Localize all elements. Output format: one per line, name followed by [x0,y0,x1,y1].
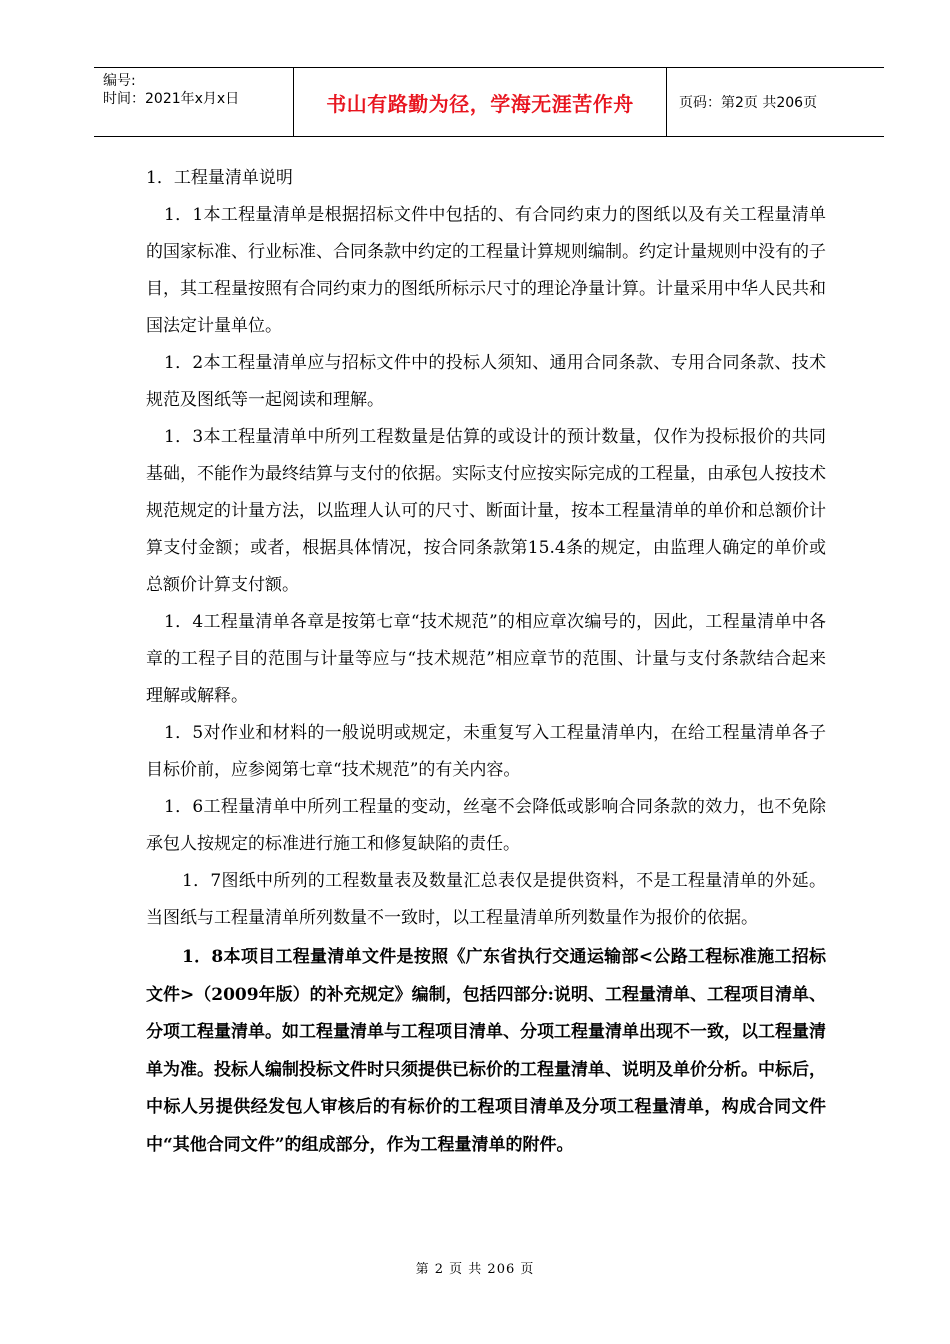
date-label: 时间：2021年x月x日 [103,91,240,107]
header-page-cell [667,68,884,136]
paragraph-1-5: 1．5对作业和材料的一般说明或规定，未重复写入工程量清单内，在给工程量清单各子目标价前，应参阅第七章“技术规范”的有关内容。 [146,723,826,780]
motto-text: 书山有路勤为径，学海无涯苦作舟 [326,91,634,116]
serial-number-label: 编号: [103,73,136,89]
paragraph-1-4: 1．4工程量清单各章是按第七章“技术规范”的相应章次编号的，因此，工程量清单中各章的工程子目的范围与计量等应与“技术规范”相应章节的范围、计量与支付条款结合起来理解或解释。 [146,612,826,706]
page-header [94,67,884,137]
paragraph-1-7: 1．7图纸中所列的工程数量表及数量汇总表仅是提供资料，不是工程量清单的外延。当图纸与工程量清单所列数量不一致时，以工程量清单所列数量作为报价的依据。 [146,871,826,928]
paragraph-1-2: 1．2本工程量清单应与招标文件中的投标人须知、通用合同条款、专用合同条款、技术规范及图纸等一起阅读和理解。 [146,353,826,410]
page-footer: 第 2 页 共 206 页 [415,1262,535,1277]
page-info-label: 页码：第2页 共206页 [679,95,818,111]
paragraph-1-6: 1．6工程量清单中所列工程量的变动，丝毫不会降低或影响合同条款的效力，也不免除承包人按规定的标准进行施工和修复缺陷的责任。 [146,797,826,854]
paragraph-1-1: 1．1本工程量清单是根据招标文件中包括的、有合同约束力的图纸以及有关工程量清单的国家标准、行业标准、合同条款中约定的工程量计算规则编制。约定计量规则中没有的子目，其工程量按照有合同约束力的图纸所标示尺寸的理论净量计算。计量采用中华人民共和国法定计量单位。 [146,205,826,336]
section-heading: 1．工程量清单说明 [146,168,293,188]
header-meta-cell [94,68,294,136]
document-body [146,160,826,1164]
paragraph-1-3: 1．3本工程量清单中所列工程数量是估算的或设计的预计数量，仅作为投标报价的共同基础，不能作为最终结算与支付的依据。实际支付应按实际完成的工程量，由承包人按技术规范规定的计量方法，以监理人认可的尺寸、断面计量，按本工程量清单的单价和总额价计算支付金额；或者，根据具体情况，按合同条款第15.4条的规定，由监理人确定的单价或总额价计算支付额。 [146,427,826,595]
paragraph-1-8: 1．8本项目工程量清单文件是按照《广东省执行交通运输部<公路工程标准施工招标文件>（2009年版）的补充规定》编制，包括四部分:说明、工程量清单、工程项目清单、分项工程量清单。如工程量清单与工程项目清单、分项工程量清单出现不一致，以工程量清单为准。投标人编制投标文件时只须提供已标价的工程量清单、说明及单价分析。中标后，中标人另提供经发包人审核后的有标价的工程项目清单及分项工程量清单，构成合同文件中“其他合同文件”的组成部分，作为工程量清单的附件。 [146,947,826,1155]
header-motto-cell [294,68,667,136]
